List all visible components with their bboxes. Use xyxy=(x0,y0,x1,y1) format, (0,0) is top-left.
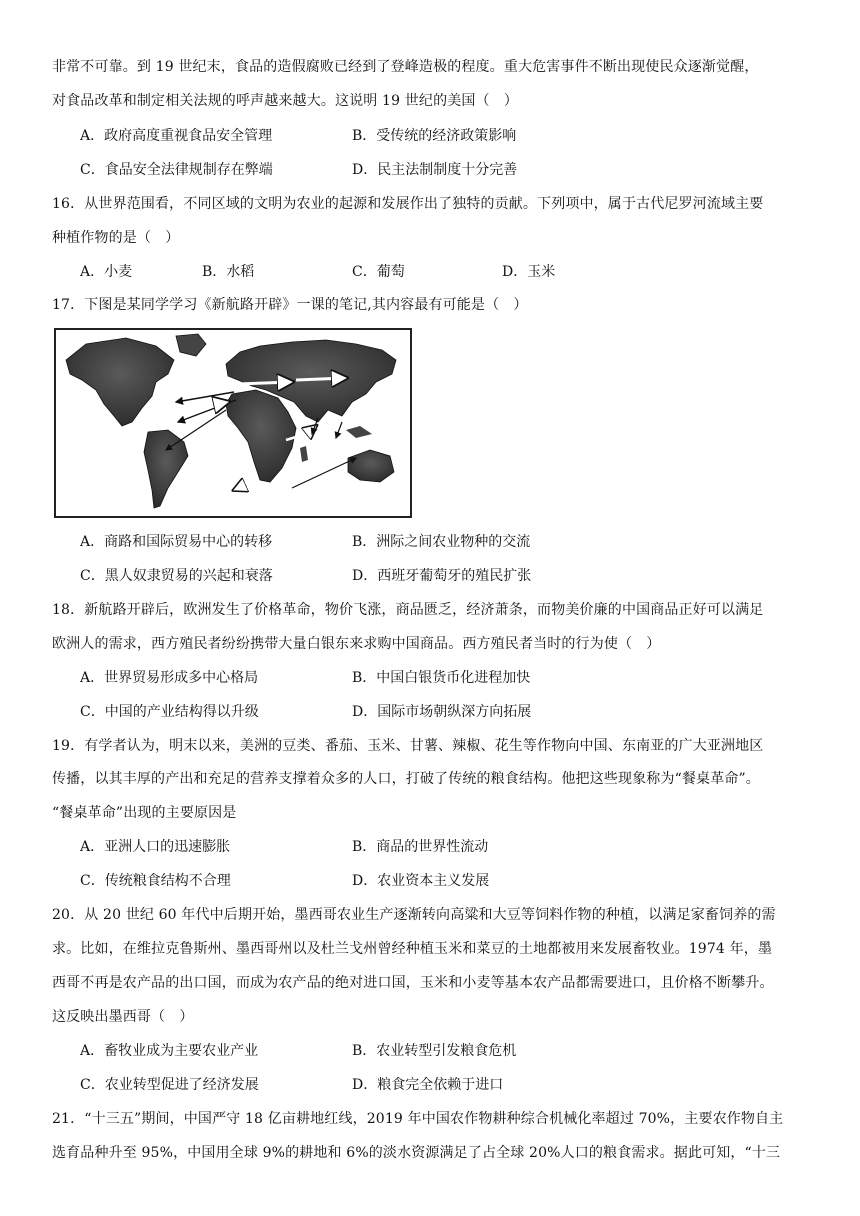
q17-option-b[interactable]: B．洲际之间农业物种的交流 xyxy=(352,534,531,550)
q20-stem-line-1: 20．从 20 世纪 60 年代中后期开始，墨西哥农业生产逐渐转向高粱和大豆等饲料作物的种植，以满足家畜饲养的需 xyxy=(52,907,776,923)
q20-stem-line-3: 西哥不再是农产品的出口国，而成为农产品的绝对进口国，玉米和小麦等基本农产品都需要进口，且价格不断攀升。 xyxy=(52,975,774,991)
q20-option-b[interactable]: B．农业转型引发粮食危机 xyxy=(352,1043,517,1059)
q16-option-d[interactable]: D．玉米 xyxy=(502,264,556,280)
q16-stem-line-1: 16．从世界范围看，不同区域的文明为农业的起源和发展作出了独特的贡献。下列项中，属于古代尼罗河流域主要 xyxy=(52,196,764,212)
q21-stem-line-2: 选育品种升至 95%，中国用全球 9%的耕地和 6%的淡水资源满足了占全球 20%人口的粮食需求。据此可知，“十三 xyxy=(52,1145,781,1161)
q18-option-b[interactable]: B．中国白银货币化进程加快 xyxy=(352,670,531,686)
q19-option-c[interactable]: C．传统粮食结构不合理 xyxy=(80,873,231,889)
q16-option-c[interactable]: C．葡萄 xyxy=(352,264,405,280)
q19-option-a[interactable]: A．亚洲人口的迅速膨胀 xyxy=(80,839,231,855)
q19-stem-line-2: 传播，以其丰厚的产出和充足的营养支撑着众多的人口，打破了传统的粮食结构。他把这些现象称为“餐桌革命”。 xyxy=(52,771,760,787)
q15-option-c[interactable]: C．食品安全法律规制存在弊端 xyxy=(80,162,273,178)
q17-option-c[interactable]: C．黑人奴隶贸易的兴起和衰落 xyxy=(80,568,273,584)
q20-stem-line-2: 求。比如，在维拉克鲁斯州、墨西哥州以及杜兰戈州曾经种植玉米和菜豆的土地都被用来发展畜牧业。1974 年，墨 xyxy=(52,941,773,957)
q19-option-b[interactable]: B．商品的世界性流动 xyxy=(352,839,489,855)
q20-option-a[interactable]: A．畜牧业成为主要农业产业 xyxy=(80,1043,259,1059)
q21-stem-line-1: 21．“十三五”期间，中国严守 18 亿亩耕地红线，2019 年中国农作物耕种综合机械化率超过 70%，主要农作物自主 xyxy=(52,1111,784,1127)
q15-stem-line-2: 对食品改革和制定相关法规的呼声越来越大。这说明 19 世纪的美国（ ） xyxy=(52,93,518,109)
q19-stem-line-1: 19．有学者认为，明末以来，美洲的豆类、番茄、玉米、甘薯、辣椒、花生等作物向中国、东南亚的广大亚洲地区 xyxy=(52,738,764,754)
q20-option-d[interactable]: D．粮食完全依赖于进口 xyxy=(352,1077,504,1093)
q15-option-b[interactable]: B．受传统的经济政策影响 xyxy=(352,128,517,144)
q16-stem-line-2: 种植作物的是（ ） xyxy=(52,230,180,246)
q19-stem-line-3: “餐桌革命”出现的主要原因是 xyxy=(52,805,237,821)
q17-option-a[interactable]: A．商路和国际贸易中心的转移 xyxy=(80,534,273,550)
q15-option-a[interactable]: A．政府高度重视食品安全管理 xyxy=(80,128,273,144)
q18-option-a[interactable]: A．世界贸易形成多中心格局 xyxy=(80,670,259,686)
q20-option-c[interactable]: C．农业转型促进了经济发展 xyxy=(80,1077,259,1093)
world-map-figure xyxy=(54,328,412,518)
q18-stem-line-1: 18．新航路开辟后，欧洲发生了价格革命，物价飞涨，商品匮乏，经济萧条，而物美价廉的中国商品正好可以满足 xyxy=(52,602,764,618)
q17-option-d[interactable]: D．西班牙葡萄牙的殖民扩张 xyxy=(352,568,532,584)
q17-stem-line-1: 17．下图是某同学学习《新航路开辟》一课的笔记,其内容最有可能是（ ） xyxy=(52,297,528,313)
q15-option-d[interactable]: D．民主法制制度十分完善 xyxy=(352,162,518,178)
q20-stem-line-4: 这反映出墨西哥（ ） xyxy=(52,1009,194,1025)
q16-option-a[interactable]: A．小麦 xyxy=(80,264,133,280)
q16-option-b[interactable]: B．水稻 xyxy=(202,264,255,280)
q19-option-d[interactable]: D．农业资本主义发展 xyxy=(352,873,490,889)
world-map-arrows-icon xyxy=(56,330,410,516)
q18-option-c[interactable]: C．中国的产业结构得以升级 xyxy=(80,704,259,720)
q18-stem-line-2: 欧洲人的需求，西方殖民者纷纷携带大量白银东来求购中国商品。西方殖民者当时的行为使（ ） xyxy=(52,636,661,652)
q15-stem-line-1: 非常不可靠。到 19 世纪末，食品的造假腐败已经到了登峰造极的程度。重大危害事件不断出现使民众逐渐觉醒， xyxy=(52,59,759,75)
q18-option-d[interactable]: D．国际市场朝纵深方向拓展 xyxy=(352,704,532,720)
